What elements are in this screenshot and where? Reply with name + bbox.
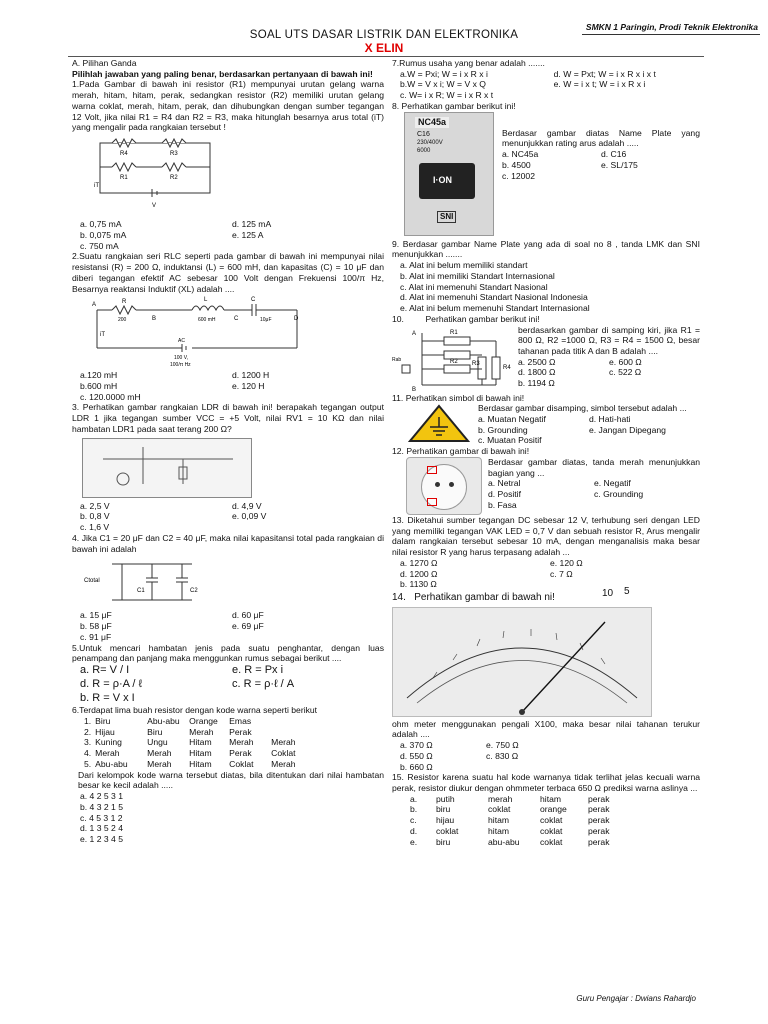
teacher-footer: Guru Pengajar : Dwians Rahardjo xyxy=(576,994,696,1003)
option[interactable]: d. 125 mA xyxy=(232,219,272,230)
page-title: SOAL UTS DASAR LISTRIK DAN ELEKTRONIKA xyxy=(249,29,519,41)
table-cell: hitam xyxy=(488,815,510,826)
table-cell: Hitam xyxy=(189,748,212,759)
table-cell: 2. xyxy=(84,726,92,737)
question-6: 6.Terdapat lima buah resistor dengan kode warna seperti berikut xyxy=(72,705,318,716)
scale-mark: 10 xyxy=(602,588,614,600)
option[interactable]: b. 58 μF xyxy=(80,621,112,632)
table-cell: 1. xyxy=(84,716,92,727)
table-cell: Hitam xyxy=(189,737,212,748)
option[interactable]: d. R = ρ·A / ℓ xyxy=(80,677,143,690)
circuit-1-figure xyxy=(92,137,242,217)
q14-options xyxy=(392,740,700,772)
option[interactable]: a. 4 2 5 3 1 xyxy=(80,791,124,802)
mcb-label: 6000 xyxy=(417,147,431,154)
capacitor-label: C1 xyxy=(137,588,145,595)
question-8: 8. Perhatikan gambar berikut ini! xyxy=(392,100,516,111)
table-cell: Biru xyxy=(95,716,111,727)
table-cell: Coklat xyxy=(229,758,254,769)
table-cell: Hitam xyxy=(189,758,212,769)
q8-description: Berdasar gambar diatas Name Plate yang menunjukkan rating arus adalah ..... xyxy=(502,127,700,149)
option[interactable]: a. 1270 Ω xyxy=(400,557,438,568)
option[interactable]: e. Jangan Dipegang xyxy=(589,424,666,435)
table-cell: abu-abu xyxy=(488,836,520,847)
rlc-label: B xyxy=(152,316,157,323)
capacitor-circuit-figure xyxy=(82,556,212,608)
question-5: 5.Untuk mencari hambatan jenis pada suatu penghantar, dengan luas penampang dan panjang maka menggunkan rumus sebagai berikut .... xyxy=(72,642,384,664)
network-label: R4 xyxy=(503,364,511,371)
table-cell: coklat xyxy=(436,825,459,836)
network-label: R1 xyxy=(450,329,458,336)
option[interactable]: c. Alat ini memenuhi Standart Nasional xyxy=(400,281,548,292)
mcb-photo xyxy=(404,112,494,236)
option[interactable]: c. 12002 xyxy=(502,170,535,181)
option[interactable]: d. Positif xyxy=(488,489,521,500)
table-cell: a. xyxy=(410,793,418,804)
question-2: 2.Suatu rangkaian seri RLC seperti pada gambar di bawah ini mempunyai nilai resistansi (R) = 200 Ω, induktansi (L) = 600 mH, dan kapasitas (C) = 10 μF dan diberi tegangan efektif AC sebesar 100 Volt dengan Frekuensi 100/π Hz, Besarnya reaktansi Induktif (XL) adalah .... xyxy=(72,251,384,294)
question-number: 10. xyxy=(392,313,404,324)
table-row xyxy=(84,727,300,738)
color-code-table xyxy=(72,716,384,770)
option[interactable]: d. 1800 Ω xyxy=(518,367,556,378)
mcb-label: 230/400V xyxy=(417,139,443,146)
option[interactable]: b. 4 3 2 1 5 xyxy=(80,801,124,812)
q9-options xyxy=(392,260,700,314)
table-cell: hijau xyxy=(436,815,455,826)
capacitor-label: C2 xyxy=(190,588,198,595)
table-cell: perak xyxy=(588,836,610,847)
ohmmeter-photo xyxy=(392,607,652,717)
red-marker xyxy=(427,498,437,506)
table-cell: merah xyxy=(488,793,513,804)
table-cell: 5. xyxy=(84,758,92,769)
option[interactable]: e. W = i x t; W = i x R x i xyxy=(553,79,646,90)
table-cell: Kuning xyxy=(95,737,122,748)
mcb-label: I·ON xyxy=(433,174,452,185)
option[interactable]: c. Muatan Positif xyxy=(478,435,542,446)
option[interactable]: b. 0,8 V xyxy=(80,511,110,522)
question-12: 12. Perhatikan gambar di bawah ini! xyxy=(392,446,530,457)
circuit-1-label: R4 xyxy=(120,151,128,158)
left-column xyxy=(72,58,384,845)
q12-description: Berdasar gambar diatas, tanda merah menunjukkan bagian yang ... xyxy=(488,456,700,478)
rlc-label: D xyxy=(294,316,299,323)
q6-options xyxy=(72,791,384,845)
rlc-label: 100/π Hz xyxy=(170,362,191,369)
rlc-label: R xyxy=(122,299,127,306)
network-label: R2 xyxy=(450,358,458,365)
table-cell: Emas xyxy=(229,716,252,727)
option[interactable]: c. 750 mA xyxy=(80,240,119,251)
mcb-label: NC45a xyxy=(415,117,449,128)
option[interactable]: b. 4500 xyxy=(502,159,531,170)
option[interactable]: a. 15 μF xyxy=(80,610,112,621)
socket-hole xyxy=(449,482,454,487)
capacitor-label: Ctotal xyxy=(84,578,100,585)
option[interactable]: c. 4 5 3 1 2 xyxy=(80,812,123,823)
school-label: SMKN 1 Paringin, Prodi Teknik Elektronika xyxy=(582,22,760,35)
q3-options xyxy=(72,501,384,533)
option[interactable]: a. Netral xyxy=(488,478,521,489)
network-label: B xyxy=(412,386,417,393)
question-number: 14. xyxy=(392,592,406,604)
network-label: R3 xyxy=(472,360,480,367)
table-row xyxy=(84,716,300,727)
table-row xyxy=(84,759,300,770)
table-cell xyxy=(271,727,299,738)
ldr-circuit-photo xyxy=(82,438,252,498)
right-column xyxy=(392,58,700,847)
table-cell: Abu-abu xyxy=(147,716,180,727)
table-row[interactable] xyxy=(410,826,614,837)
table-cell: perak xyxy=(588,825,610,836)
table-cell: Perak xyxy=(229,748,252,759)
section-heading: A. Pilihan Ganda xyxy=(72,58,137,68)
table-cell: coklat xyxy=(540,836,563,847)
option[interactable]: e. 69 μF xyxy=(232,621,264,632)
option[interactable]: c. 120.0000 mH xyxy=(80,391,141,402)
table-cell: Merah xyxy=(147,758,172,769)
table-row[interactable] xyxy=(410,837,614,848)
option[interactable]: d. 1200 H xyxy=(232,370,270,381)
circuit-1-label: V xyxy=(152,203,157,210)
table-cell: c. xyxy=(410,815,417,826)
q5-options xyxy=(72,664,384,705)
question-4: 4. Jika C1 = 20 μF dan C2 = 40 μF, maka nilai kapasitansi total pada rangkaian di bawah ini adalah xyxy=(72,532,384,554)
option[interactable]: e. R = Px i xyxy=(232,664,284,677)
question-13: 13. Diketahui sumber tegangan DC sebesar 12 V, terhubung seri dengan LED yang memiliki tegangan VAK LED = 0,7 V dan sebuah resistor R, Arus mengalir dalam rangkaian tersebut sebesar 10 mA, dengan menganalisis maka besar nilai resistor R yang harus terpasang adalah ... xyxy=(392,514,700,558)
table-cell: Ungu xyxy=(147,737,168,748)
option[interactable]: d. 60 μF xyxy=(232,610,264,621)
table-row[interactable] xyxy=(410,794,614,805)
option[interactable]: a. 2500 Ω xyxy=(518,356,556,367)
option[interactable]: a.120 mH xyxy=(80,370,118,381)
question-15: 15. Resistor karena suatu hal kode warnanya tidak terlihat jelas kecuali warna perak, resistor diukur dengan ohmmeter terbaca 650 Ω prediksi warna aslinya ... xyxy=(392,772,700,793)
table-cell: perak xyxy=(588,815,610,826)
circuit-1-label: R1 xyxy=(120,175,128,182)
socket-photo xyxy=(406,457,482,515)
option[interactable]: b. 1194 Ω xyxy=(518,378,555,389)
option[interactable]: c. 91 μF xyxy=(80,631,112,642)
grounding-warning-icon xyxy=(406,403,472,443)
table-cell: Merah xyxy=(95,748,120,759)
q7-options xyxy=(392,69,700,101)
mcb-label: SNI xyxy=(437,211,456,223)
instruction: Pilihlah jawaban yang paling benar, berdasarkan pertanyaan di bawah ini! xyxy=(72,68,373,79)
rlc-label: 10μF xyxy=(260,317,272,324)
question-3: 3. Perhatikan gambar rangkaian LDR di bawah ini! berapakah tegangan output LDR 1 jika tegangan sumber VCC = +5 Volt, nilai RV1 = 10 KΩ dan nilai hambatan LDR1 pada saat terang 200 Ω? xyxy=(72,402,384,434)
rlc-label: C xyxy=(251,297,256,304)
option[interactable]: b. Alat ini memiliki Standart Internasional xyxy=(400,270,555,281)
option[interactable]: e. Alat ini belum memenuhi Standart Internasional xyxy=(400,303,590,314)
option[interactable]: d. 550 Ω xyxy=(400,750,433,761)
q12-options xyxy=(488,478,700,510)
option[interactable]: e. 125 A xyxy=(232,229,264,240)
option[interactable]: b. 660 Ω xyxy=(400,761,433,772)
table-cell: biru xyxy=(436,804,451,815)
option[interactable]: c. R = ρ·ℓ / A xyxy=(232,677,295,690)
table-cell: Merah xyxy=(229,737,254,748)
q13-options xyxy=(392,558,700,590)
header-divider xyxy=(68,56,704,57)
option[interactable]: c. Grounding xyxy=(594,489,644,500)
table-cell: coklat xyxy=(488,804,511,815)
question-text: Perhatikan gambar di bawah ni! xyxy=(414,592,555,604)
option[interactable]: b. Grounding xyxy=(478,424,528,435)
table-row xyxy=(84,748,300,759)
option[interactable]: a. NC45a xyxy=(502,149,539,160)
table-row[interactable] xyxy=(410,815,614,826)
network-label: A xyxy=(412,330,417,337)
table-cell: Merah xyxy=(189,726,214,737)
table-cell: perak xyxy=(588,804,610,815)
circuit-1-label: iT xyxy=(94,183,99,190)
option[interactable]: d. C16 xyxy=(601,149,627,160)
q8-options xyxy=(502,149,700,181)
option[interactable]: e. 1 2 3 4 5 xyxy=(80,834,124,845)
option[interactable]: b. 1130 Ω xyxy=(400,579,437,590)
table-cell: Abu-abu xyxy=(95,758,128,769)
table-cell: Merah xyxy=(147,748,172,759)
option[interactable]: a.W = Pxi; W = i x R x i xyxy=(400,68,488,79)
option[interactable]: d. W = Pxt; W = i x R x i x t xyxy=(553,68,656,79)
resistor-network-figure xyxy=(392,325,518,393)
table-cell: d. xyxy=(410,825,418,836)
table-cell xyxy=(271,716,299,727)
table-row[interactable] xyxy=(410,804,614,815)
mcb-label: C16 xyxy=(417,130,430,138)
question-9: 9. Berdasar gambar Name Plate yang ada di soal no 8 , tanda LMK dan SNI menunjukkan ....... xyxy=(392,238,700,260)
option[interactable]: c. 7 Ω xyxy=(550,568,573,579)
rlc-label: 600 mH xyxy=(198,317,216,324)
socket-hole xyxy=(435,482,440,487)
scale-mark: 5 xyxy=(624,586,630,598)
question-1: 1.Pada Gambar di bawah ini resistor (R1) mempunyai urutan gelang warna merah, hitam, hitam, perak, sedangkan resistor (R2) memiliki urutan gelang warna coklat, merah, hitam, perak, dan dihubungkan dengan sumber tegangan 12 Volt, jika nilai R1 = R4 dan R2 = R3, maka hitunglah besarnya arus total (iT) yang mengalir pada rangkaian tersebut ! xyxy=(72,79,384,133)
red-marker xyxy=(427,466,437,474)
table-cell: orange xyxy=(540,804,567,815)
table-row xyxy=(84,737,300,748)
rlc-label: 200 xyxy=(118,317,127,324)
option[interactable]: d. 4,9 V xyxy=(232,500,262,511)
q14-description: ohm meter menggunakan pengali X100, maka besar nilai tahanan terukur adalah .... xyxy=(392,718,700,740)
circuit-1-label: R2 xyxy=(170,175,178,182)
option[interactable]: e. SL/175 xyxy=(601,159,638,170)
table-cell: b. xyxy=(410,804,418,815)
option[interactable]: e. 750 Ω xyxy=(486,740,519,751)
option[interactable]: b.600 mH xyxy=(80,381,118,392)
table-cell: perak xyxy=(588,793,610,804)
table-cell: coklat xyxy=(540,815,563,826)
rlc-label: A xyxy=(92,302,97,309)
option[interactable]: e. Negatif xyxy=(594,478,631,489)
question-14 xyxy=(392,586,700,605)
table-cell: Perak xyxy=(229,726,252,737)
table-cell: hitam xyxy=(488,825,510,836)
class-label: X ELIN xyxy=(364,41,404,55)
q10-options xyxy=(518,357,700,389)
table-cell: Coklat xyxy=(271,748,296,759)
q1-options xyxy=(72,219,384,251)
option[interactable]: c. 1,6 V xyxy=(80,522,110,533)
option[interactable]: b.W = V x i; W = V x Q xyxy=(400,79,486,90)
option[interactable]: d. 1 3 5 2 4 xyxy=(80,823,124,834)
option[interactable]: b. 0,075 mA xyxy=(80,229,127,240)
question-text: Perhatikan gambar berikut ini! xyxy=(425,313,540,324)
table-cell: Merah xyxy=(271,737,296,748)
table-cell: hitam xyxy=(540,793,562,804)
rlc-label: C xyxy=(234,316,239,323)
option[interactable]: a. 370 Ω xyxy=(400,740,433,751)
option[interactable]: a. 2,5 V xyxy=(80,500,110,511)
q4-options xyxy=(72,610,384,642)
option[interactable]: c. 522 Ω xyxy=(609,367,642,378)
table-cell: biru xyxy=(436,836,451,847)
option[interactable]: a. R= V / I xyxy=(80,664,130,677)
rlc-circuit-figure xyxy=(82,296,312,368)
table-cell: 3. xyxy=(84,737,92,748)
option[interactable]: a. 0,75 mA xyxy=(80,219,122,230)
option[interactable]: d. Alat ini memenuhi Standart Nasional Indonesia xyxy=(400,292,588,303)
table-cell: putih xyxy=(436,793,455,804)
option[interactable]: a. Muatan Negatif xyxy=(478,414,546,425)
option[interactable]: d. Hati-hati xyxy=(589,414,631,425)
table-cell: Hijau xyxy=(95,726,115,737)
option[interactable]: e. 600 Ω xyxy=(609,356,642,367)
option[interactable]: b. Fasa xyxy=(488,499,517,510)
option[interactable]: d. 1200 Ω xyxy=(400,568,438,579)
rlc-label: AC xyxy=(178,338,185,345)
table-cell: 4. xyxy=(84,748,92,759)
table-cell: Merah xyxy=(271,758,296,769)
option[interactable]: e. 120 H xyxy=(232,381,265,392)
question-7: 7.Rumus usaha yang benar adalah ....... xyxy=(392,58,545,68)
network-label: Rab xyxy=(392,356,402,363)
rlc-label: L xyxy=(204,297,208,304)
q11-description: Berdasar gambar disamping, simbol tersebut adalah ... xyxy=(478,403,687,414)
question-11: 11. Perhatikan simbol di bawah ini! xyxy=(392,392,525,403)
table-cell: coklat xyxy=(540,825,563,836)
q15-options-table xyxy=(392,794,700,848)
question-6-prompt: Dari kelompok kode warna tersebut diatas, bila ditentukan dari nilai hambatan besar ke kecil adalah ..... xyxy=(78,769,384,791)
option[interactable]: e. 0,09 V xyxy=(232,511,267,522)
rlc-label: 100 V, xyxy=(174,355,188,362)
q11-options xyxy=(478,414,700,446)
q10-description: berdasarkan gambar di samping kiri, jika R1 = 800 Ω, R2 =1000 Ω, R3 = R4 = 1500 Ω, besar tahanan pada titik A dan B adalah .... xyxy=(518,324,700,357)
circuit-1-label: R3 xyxy=(170,151,178,158)
question-10 xyxy=(392,314,700,325)
option[interactable]: c. W= i x R; W = i x R x t xyxy=(400,90,494,101)
q2-options xyxy=(72,370,384,402)
option[interactable]: a. Alat ini belum memiliki standart xyxy=(400,260,528,271)
table-cell: e. xyxy=(410,836,418,847)
option[interactable]: b. R = V x I xyxy=(80,691,135,704)
table-cell: Biru xyxy=(147,726,163,737)
rlc-label: iT xyxy=(100,332,105,339)
option[interactable]: e. 120 Ω xyxy=(550,557,583,568)
table-cell: Orange xyxy=(189,716,218,727)
option[interactable]: c. 830 Ω xyxy=(486,750,519,761)
